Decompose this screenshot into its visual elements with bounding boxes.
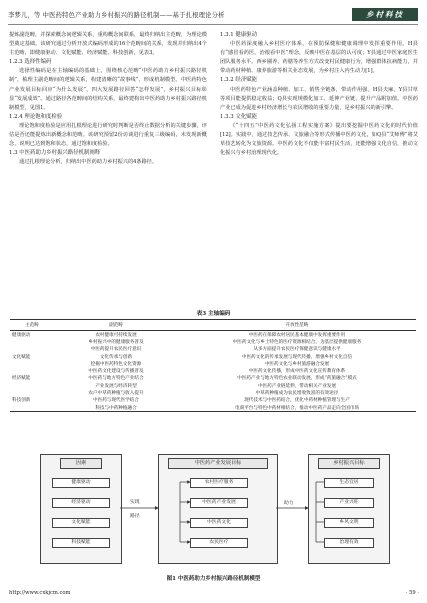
table-cell: 中医药文化的传承发展与现代传播，增强乡村文化自信 <box>241 354 353 360</box>
page-number: · 59 · <box>405 590 419 596</box>
path-group-title: 中医药产业发展目标 <box>168 458 268 469</box>
table-cell: 电商平台与特色中药材相结合，推动中医药产品走向全国市场 <box>178 404 416 412</box>
figure-connectors <box>40 454 390 564</box>
path-item: 农民医疗 <box>190 538 248 548</box>
axial-coding-table <box>10 319 416 412</box>
section-heading: 1.2.4 理论饱和度检验 <box>9 113 63 120</box>
cause-group-title: 因素 <box>60 458 102 469</box>
result-item: 治理有效 <box>324 538 374 548</box>
table-row <box>10 382 416 389</box>
table-cell: 中草药种植成为农民增收致富的有效途径 <box>255 391 339 397</box>
table-cell: 农村健康可持续发展 <box>95 332 137 338</box>
table-cell: 中医药在保障农村居民基本健康中发挥重要作用 <box>248 332 346 338</box>
table-row <box>10 397 416 404</box>
right-column <box>220 31 418 158</box>
table-cell <box>10 389 54 396</box>
table-header: 开放性范畴 <box>178 320 416 331</box>
table-row <box>10 389 416 396</box>
paragraph: 《“十四五”中医药文化弘扬工程实施方案》提出要挖掘中医药文化的时代价值[12]。实践中，通过技艺传承、文旅融合等形式传播中医药文化，如Q县“艾师傅”将艾草技艺转化为文旅资源。中医药文化不仅能丰富村民生活，还能增强文化自信，推动文化振兴与乡村治理现代化。 <box>220 122 418 157</box>
paragraph: 通过扎根理论分析，归纳出中医药助力乡村振兴的4条路径。 <box>19 159 158 166</box>
table-title: 表3 主轴编码 <box>196 311 231 317</box>
result-item: 乡风文明 <box>324 518 374 528</box>
table-cell <box>10 346 54 353</box>
section-heading: 1.3.2 经济赋能 <box>220 77 257 84</box>
label-realize: 实现 <box>130 500 140 505</box>
path-item: 中医药文化 <box>190 518 248 528</box>
table-cell: 挖掘中医药特色文化资源 <box>90 361 142 367</box>
paragraph: 选择性编码是在主轴编码的基础上，围绕核心范畴“中医药助力乡村振兴路径机制”，梳理主副范畴间的逻辑关系，构建清晰的“故事线”，形成机制模型。中医药特色产业发展目标回应“为什么发展”，四大发展路径回答“怎样发展”，乡村振兴目标彰显“发展成效”。通过路径各范畴间的结构关系，最终建构出中医药助力乡村振兴路径机制模型，见图1。 <box>9 68 207 111</box>
table-cell: 中医药文化与乡土特色的医疗资源相结合，为基层提供健康服务 <box>232 339 362 345</box>
table-row <box>10 338 416 345</box>
paragraph: 理论饱和度检验是应用扎根理论进行研究时判断是否终止数据分析的关键步骤，评估是否还能提炼出新概念和范畴。该研究预留2份访谈进行重复三级编码，未发现新概念，说明已达到饱和状态，通过饱和度检验。 <box>9 122 207 148</box>
table-row <box>10 367 416 374</box>
section-heading: 1.3.1 健康驱动 <box>220 32 257 38</box>
table-cell: 中医药与地方特色产业结合 <box>88 376 144 382</box>
table-cell <box>10 360 54 367</box>
header-rule <box>8 24 418 25</box>
section-heading: 1.2.3 选择性编码 <box>9 59 52 66</box>
cause-item: 文化赋能 <box>52 518 110 528</box>
table-cell <box>10 367 54 374</box>
cause-item: 健康驱动 <box>52 478 110 488</box>
table-cell: 中医药产业链延伸，带动相关产业发展 <box>257 383 337 389</box>
label-power: 助力 <box>284 501 294 506</box>
paragraph: 中医药深度融入乡村医疗体系，在预防保健和健康调理中发挥重要作用。H县有“感冒看药医，治根看中医”理念，反映中医在基层的认可度；Y县通过中医家庭医生团队服务水平。西乡圃养、药膳等养生方式改变村民健康行为，增强群体抗病能力，并带动药材种植、康养旅游等相关业态发展，为乡村注入内生动力[1]。 <box>220 41 418 75</box>
paragraph: 中医药特色产业涵盖种植、加工、销售全链条，带动作用强。H县夫麻、Y县甘草等项目能提供稳定收益；Q县实现规模化加工、延伸产业链，提升产品附加值。中医药产业已成为促进乡村经济增长与农民增收的重要力量，是乡村振兴的新引擎。 <box>220 86 418 111</box>
paragraph: 提炼副范畴，并探索概念间逻辑关系，重构概念间联系，最终归纳出主范畴，为理论模型奠定基础。该研究通过分析开放式编码形成的16个范畴间的关系，发现并归纳出4个主范畴，即健康驱动、文化赋能、经济赋能、科技创新，见表3。 <box>9 32 207 57</box>
footer-url: http://www.cxkjcm.com <box>9 590 71 596</box>
table-header: 主范畴 <box>10 320 54 331</box>
table-row <box>10 353 416 360</box>
table-cell <box>10 404 54 412</box>
table-cell: 产业发展与经济转型 <box>95 383 137 389</box>
table-cell: 中医药文化与乡村旅游融合发展 <box>264 361 330 367</box>
table-cell: 中医药文化传播，形成中医药文化宣传教育体系 <box>248 369 346 375</box>
table-row <box>10 404 416 412</box>
header-authors: 李梦儿，等 中医药特色产业助力乡村振兴的路径机制——基于扎根理论分析 <box>8 12 225 19</box>
table-header: 副范畴 <box>54 320 178 331</box>
label-path: 路径 <box>130 514 140 519</box>
table-cell: 中医药与现代医学结合 <box>93 398 139 404</box>
table-row <box>10 360 416 367</box>
section-heading: 1.3 中医药助力乡村振兴路径机制阐释 <box>9 150 101 157</box>
table-row <box>10 375 416 382</box>
table-cell: 现代技术与中医药结合，优化中药材种植管理与生产 <box>244 398 350 404</box>
result-item: 产业兴旺 <box>324 498 374 508</box>
running-header <box>8 8 418 22</box>
table-cell <box>10 338 54 345</box>
figure-title: 图1 中医药助力乡村振兴路径机制模型 <box>166 576 261 582</box>
section-heading: 1.3.3 文化赋能 <box>220 113 257 120</box>
result-group-title: 乡村振兴目标 <box>318 458 380 469</box>
table-cell: 乡村振兴中的健康服务普及 <box>88 339 144 345</box>
table-cell: 从多方面提升农民医疗保健意识与健康水平 <box>253 347 341 353</box>
journal-badge: 乡村科技 <box>352 8 418 21</box>
table-cell: 经济赋能 <box>12 376 31 382</box>
table-cell: 健康驱动 <box>12 332 31 338</box>
path-item: 中医药产业发展 <box>190 498 248 508</box>
table-cell: 农户中草药种植与收入提升 <box>88 391 144 397</box>
table-row <box>10 331 416 339</box>
path-item: 农村医疗服务 <box>190 478 248 488</box>
cause-item: 经济驱动 <box>52 498 110 508</box>
table-row <box>10 346 416 353</box>
table-cell <box>10 382 54 389</box>
table-cell: 文化赋能 <box>12 354 31 360</box>
path-mechanism-figure <box>40 454 390 564</box>
table-cell: 科技创新 <box>12 398 31 404</box>
left-column <box>9 31 207 167</box>
table-cell: 科技与中药种植融合 <box>54 404 178 412</box>
cause-item: 科技赋能 <box>52 538 110 548</box>
result-item: 生态宜居 <box>324 478 374 488</box>
table-cell: 中医药提升农民医疗意识 <box>90 347 142 353</box>
table-cell: 文化传承与创新 <box>99 354 133 360</box>
table-cell: 中医药文化建设与传播普及 <box>88 369 144 375</box>
table-cell: 中医药产业与地方特色农业联动发展，形成“药旅融合”模式 <box>237 376 357 382</box>
